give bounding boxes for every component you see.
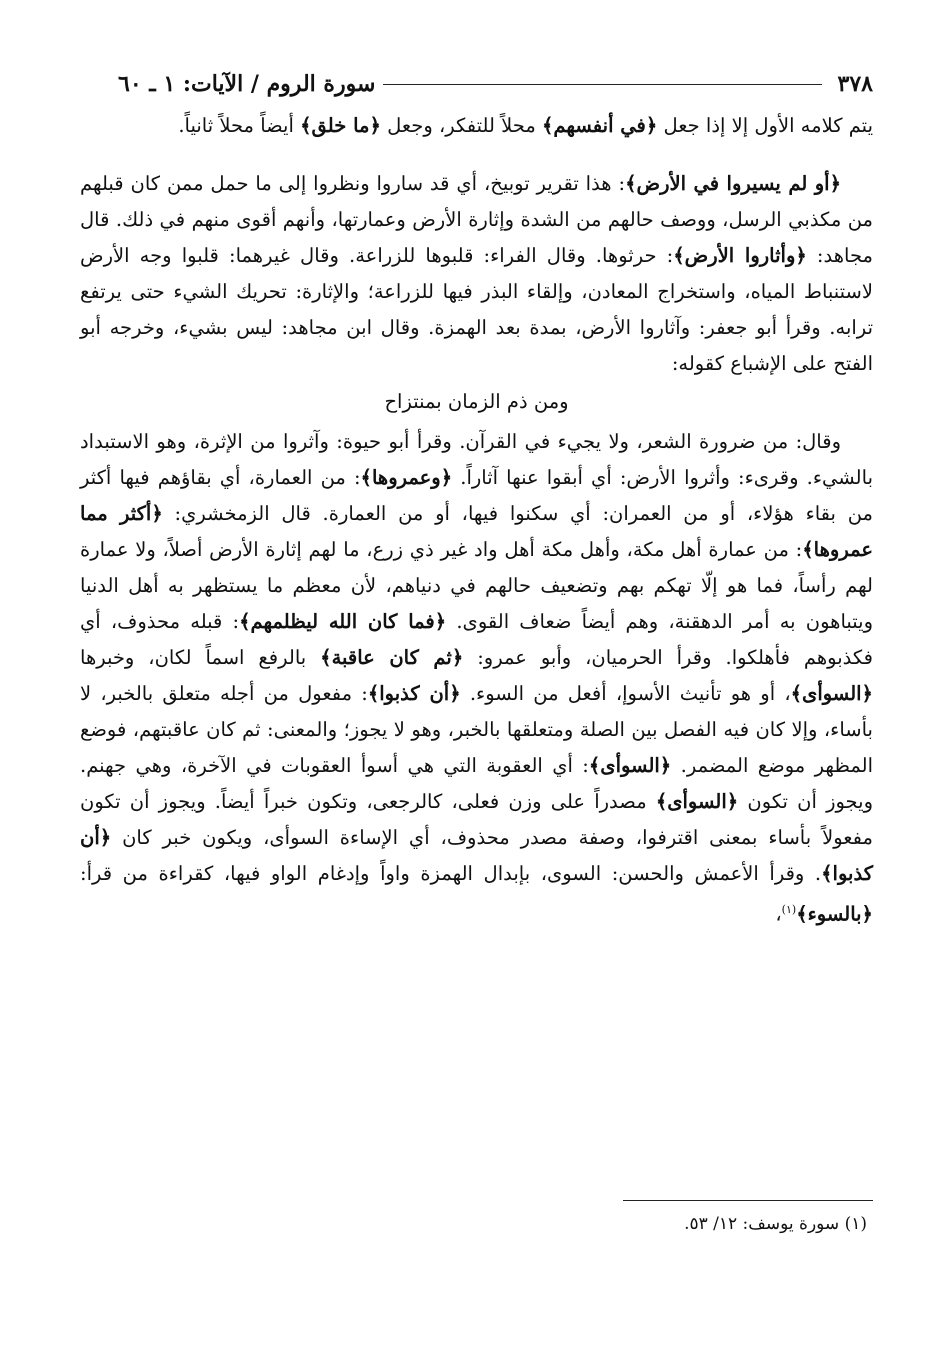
text-run: محلاً للتفكر، وجعل <box>380 114 542 137</box>
quranic-quote: ﴿في أنفسهم﴾ <box>541 114 658 137</box>
text-run: يتم كلامه الأول إلا إذا جعل <box>657 114 873 137</box>
footnote-rule <box>623 1200 873 1201</box>
text-run: : من العمارة، أي بقاؤهم فيها أكثر من بقاء هؤلاء، أو من العمران: أي سكنوا فيها، أو من العمارة. قال الزمخشري: <box>80 466 873 525</box>
text-run: : من عمارة أهل مكة، وأهل مكة أهل واد غير ذي زرع، ما لهم إثارة الأرض أصلاً، ولا عمارة لهم رأساً، فما هو إلّا تهكم بهم وتضعيف حالهم في دنياهم، لأن معظم ما يستظهر به أهل الدنيا ويتباهون به أمر الدهقنة، وهم أيضاً ضعاف القوى. <box>80 538 874 633</box>
footnote: (١) سورة يوسف: ١٢/ ٥٣. <box>684 1214 867 1234</box>
quranic-quote: ﴿وعمروها﴾ <box>360 466 453 489</box>
poetry-verse: ومن ذم الزمان بمنتزاح <box>384 390 569 413</box>
quranic-quote: ﴿فما كان الله ليظلمهم﴾ <box>239 610 447 633</box>
text-run: بالرفع اسماً لكان، وخبرها <box>80 646 321 669</box>
running-title: سورة الروم / الآيات: ١ ـ ٦٠ <box>118 71 376 97</box>
quranic-quote: ﴿بالسوء﴾ <box>796 902 873 926</box>
page-header <box>118 64 873 104</box>
text-run: : هذا تقرير توبيخ، أي قد ساروا ونظروا إلى ما حمل ممن كان قبلهم من مكذبي الرسل، ووصف حالهم من الشدة وإثارة الأرض وعمارتها، وأنهم أقوى منهم في ذلك. قال مجاهد: <box>80 172 873 267</box>
quranic-quote: ﴿ثم كان عاقبة﴾ <box>320 646 464 669</box>
quranic-quote: ﴿أن كذبوا﴾ <box>80 826 873 885</box>
body-text <box>80 108 873 933</box>
quranic-quote: ﴿ما خلق﴾ <box>300 114 381 137</box>
text-run: أيضاً محلاً ثانياً. <box>178 114 301 137</box>
paragraph <box>80 108 873 144</box>
quranic-quote: ﴿أن كذبوا﴾ <box>367 682 461 705</box>
text-run: وقال: من ضرورة الشعر، ولا يجيء في القرآن. وقرأ أبو حيوة: وآثروا من الإثرة، وهو الاستبداد بالشيء. وقرىء: وأثروا الأرض: أي أبقوا عنها آثاراً. <box>80 430 873 489</box>
text-run: : أي العقوبة التي هي أسوأ العقوبات في الآخرة، وهي جهنم. ويجوز أن تكون <box>80 754 873 813</box>
text-run: ، أو هو تأنيث الأسوإ، أفعل من السوء. <box>460 682 791 705</box>
quranic-quote: ﴿أكثر مما عمروها﴾ <box>80 502 873 561</box>
text-run: ، <box>775 902 782 926</box>
quranic-quote: ﴿السوأى﴾ <box>588 754 672 777</box>
text-run: مصدراً على وزن فعلى، كالرجعى، وتكون خبراً أيضاً. ويجوز أن تكون مفعولاً بأساء بمعنى اقترفوا، وصفة مصدر محذوف، أي الإساءة السوأى، ويكون خبر كان <box>80 790 873 849</box>
text-run: . وقرأ الأعمش والحسن: السوى، بإبدال الهمزة واواً وإدغام الواو فيها، كقراءة من قرأ: <box>80 862 822 885</box>
text-run: : مفعول من أجله متعلق بالخبر، لا بأساء، وإلا كان فيه الفصل بين الصلة ومتعلقها بالخبر، وهو لا يجوز؛ والمعنى: ثم كان عاقبتهم، فوضع المظهر موضع المضمر. <box>80 682 874 777</box>
quranic-quote: ﴿السوأى﴾ <box>655 790 739 813</box>
footnote-marker: (١) <box>781 903 797 916</box>
paragraph <box>80 166 873 382</box>
quranic-quote: ﴿وأثاروا الأرض﴾ <box>673 244 807 267</box>
paragraph <box>80 424 873 933</box>
quranic-quote: ﴿أو لم يسيروا في الأرض﴾ <box>625 172 841 195</box>
page-number: ٣٧٨ <box>837 71 873 97</box>
header-rule <box>383 84 821 85</box>
quranic-quote: ﴿السوأى﴾ <box>790 682 873 705</box>
text-run: : قبله محذوف، أي فكذبوهم فأهلكوا. وقرأ الحرميان، وأبو عمرو: <box>80 610 873 669</box>
text-run: : حرثوها. وقال الفراء: قلبوها للزراعة. وقال غيرهما: قلبوا وجه الأرض لاستنباط المياه، واستخراج المعادن، وإلقاء البذر فيها للزراعة؛ والإثارة: تحريك الشيء حتى يرتفع ترابه. وقرأ أبو جعفر: وآثاروا الأرض، بمدة بعد الهمزة. وقال ابن مجاهد: ليس بشيء، وخرجه أبو الفتح على الإشباع كقوله: <box>80 244 873 375</box>
